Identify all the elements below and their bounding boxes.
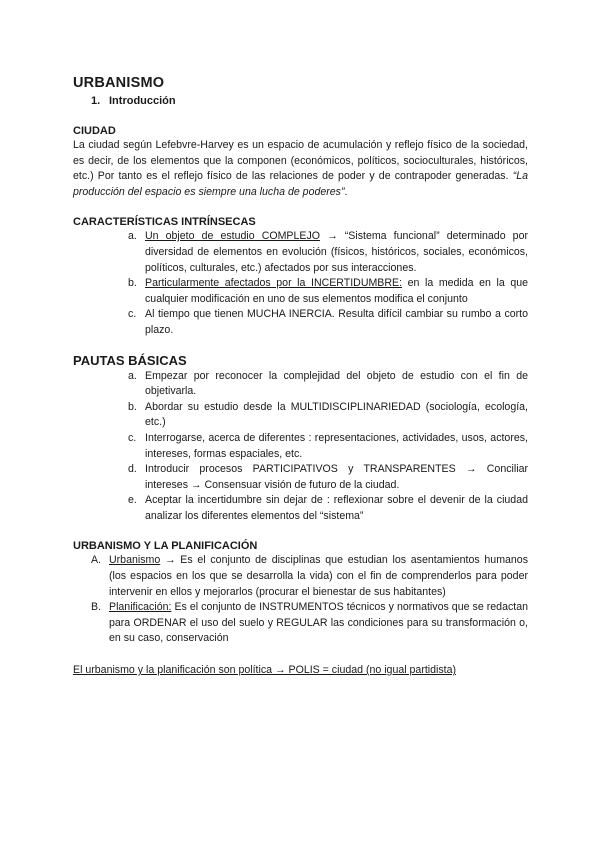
- heading-planificacion: URBANISMO Y LA PLANIFICACIÓN: [73, 540, 258, 553]
- heading-caracteristicas: CARACTERÍSTICAS INTRÍNSECAS: [73, 216, 256, 229]
- underlined-term: Particularmente afectados por la INCERTIDUMBRE:: [145, 277, 403, 290]
- underlined-term: Un objeto de estudio COMPLEJO: [145, 230, 320, 243]
- list-item: [73, 553, 528, 600]
- section-heading-intro: [91, 94, 528, 108]
- list-marker: b.: [128, 277, 137, 290]
- item-text: Aceptar la incertidumbre sin dejar de : reflexionar sobre el devenir de la ciudad analizar los diferentes elementos del “sistema”: [145, 494, 528, 522]
- item-text: en la medida en la que cualquier modificación en uno de sus elementos modifica el conjunto: [145, 277, 529, 305]
- closing-statement: El urbanismo y la planificación son política → POLIS = ciudad (no igual partidista): [73, 664, 457, 677]
- item-text: → Es el conjunto de disciplinas que estudian los asentamientos humanos (los espacios en los que se desarrolla la vida) con el fin de comprenderlos para poder intervenir en ellos y mejorarlos (procurar el bienestar de sus habitantes): [109, 554, 528, 598]
- item-text: → “Sistema funcional” determinado por diversidad de elementos en evolución (físicos, históricos, sociales, económicos, políticos, culturales, etc.) afectados por sus interacciones.: [145, 230, 528, 274]
- list-item: [73, 600, 528, 647]
- item-text: Empezar por reconocer la complejidad del objeto de estudio con el fin de objetivarla.: [145, 369, 528, 398]
- list-item: [73, 493, 528, 524]
- list-caracteristicas: [73, 229, 528, 338]
- section-number: 1.: [91, 95, 101, 107]
- list-marker: b.: [128, 400, 137, 413]
- section-label: Introducción: [109, 95, 176, 107]
- ciudad-end: .: [344, 185, 348, 198]
- list-item: [73, 307, 528, 338]
- underlined-term: Planificación:: [109, 601, 172, 614]
- ciudad-quote: “La producción del espacio es siempre una lucha de poderes”: [73, 170, 528, 198]
- heading-ciudad: CIUDAD: [73, 125, 116, 137]
- list-marker: e.: [128, 494, 137, 507]
- heading-pautas: PAUTAS BÁSICAS: [73, 352, 187, 368]
- list-item: [73, 400, 528, 431]
- list-item: [73, 369, 528, 400]
- list-marker: A.: [91, 554, 102, 567]
- list-marker: d.: [128, 463, 137, 476]
- list-marker: c.: [128, 308, 137, 321]
- list-marker: a.: [128, 369, 137, 382]
- item-text: Introducir procesos PARTICIPATIVOS y TRANSPARENTES → Conciliar intereses → Consensuar visión de futuro de la ciudad.: [145, 463, 528, 491]
- item-text: Abordar su estudio desde la MULTIDISCIPLINARIEDAD (sociología, ecología, etc.): [145, 400, 528, 429]
- list-item: [73, 229, 528, 276]
- list-marker: c.: [128, 431, 137, 444]
- underlined-term: Urbanismo: [109, 554, 161, 567]
- item-text: Interrogarse, acerca de diferentes : representaciones, actividades, usos, actores, intereses, formas espaciales, etc.: [145, 431, 528, 460]
- list-marker: a.: [128, 230, 137, 243]
- list-item: [73, 462, 528, 493]
- item-text: Es el conjunto de INSTRUMENTOS técnicos y normativos que se redactan para ORDENAR el uso del suelo y REGULAR las condiciones para su transformación o, en su caso, conservación: [109, 601, 528, 645]
- paragraph-ciudad: [73, 138, 528, 200]
- ciudad-text: La ciudad según Lefebvre-Harvey es un espacio de acumulación y reflejo físico de la sociedad, es decir, de los elementos que la componen (económicos, políticos, socioculturales, históricos, etc.) Por tanto es el reflejo físico de las relaciones de poder y de contrapoder generadas.: [73, 139, 528, 183]
- item-text: Al tiempo que tienen MUCHA INERCIA. Resulta difícil cambiar su rumbo a corto plazo.: [145, 308, 528, 336]
- list-pautas: [73, 369, 528, 525]
- list-marker: B.: [91, 601, 102, 614]
- document-title: URBANISMO: [73, 75, 165, 91]
- list-planificacion: [73, 553, 528, 647]
- list-item: [73, 431, 528, 462]
- list-item: [73, 276, 528, 307]
